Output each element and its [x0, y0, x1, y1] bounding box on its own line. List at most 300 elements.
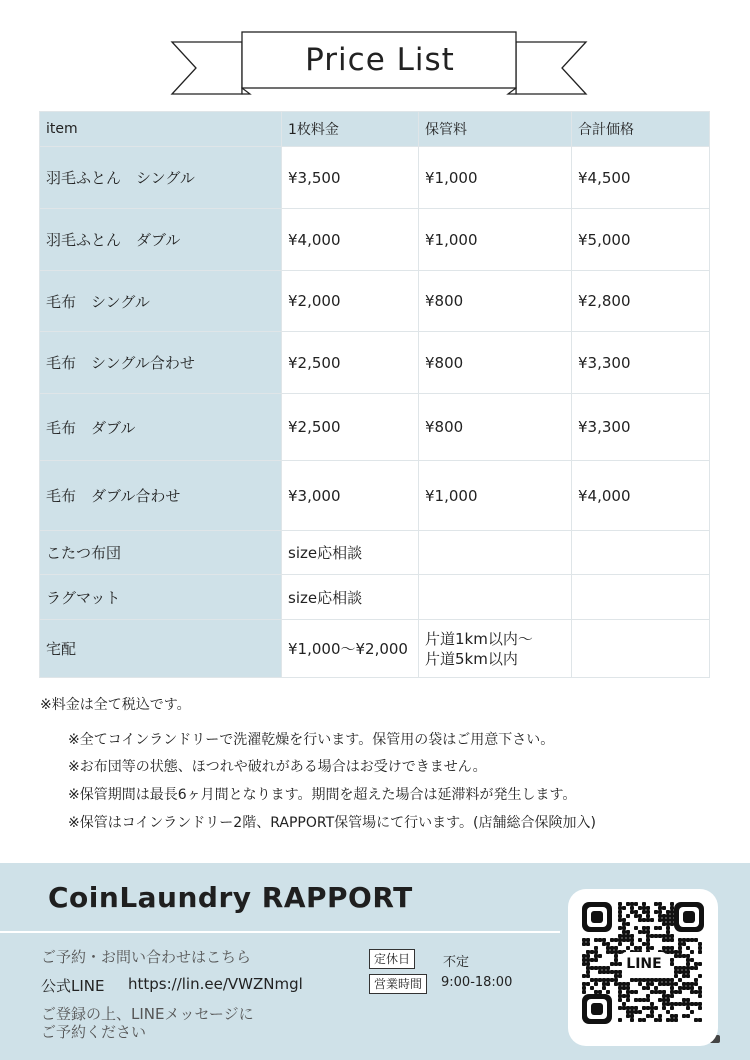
- qr-module: [594, 954, 598, 958]
- qr-module: [598, 990, 602, 994]
- qr-module: [682, 986, 686, 990]
- qr-module: [626, 946, 630, 950]
- qr-module: [682, 938, 686, 942]
- qr-module: [690, 986, 694, 990]
- qr-module: [582, 938, 586, 942]
- qr-module: [686, 958, 690, 962]
- qr-module: [670, 982, 674, 986]
- qr-module: [606, 982, 610, 986]
- note-item: ※保管期間は最長6ヶ月間となります。期間を超えた場合は延滞料が発生します。: [68, 787, 577, 803]
- qr-module: [658, 926, 662, 930]
- qr-module: [622, 922, 626, 926]
- qr-module: [598, 966, 602, 970]
- qr-module: [638, 930, 642, 934]
- qr-module: [686, 1002, 690, 1006]
- qr-module: [630, 910, 634, 914]
- qr-module: [610, 962, 614, 966]
- qr-module: [586, 942, 590, 946]
- qr-module: [662, 914, 666, 918]
- qr-module: [662, 906, 666, 910]
- storage-fee-cell: [419, 575, 572, 620]
- qr-module: [582, 958, 586, 962]
- total-price-cell: [572, 620, 710, 678]
- qr-module: [690, 1010, 694, 1014]
- qr-module: [678, 954, 682, 958]
- qr-module: [626, 986, 630, 990]
- note-item: ※お布団等の状態、ほつれや破れがある場合はお受けできません。: [68, 759, 487, 775]
- qr-module: [598, 978, 602, 982]
- qr-module: [586, 974, 590, 978]
- qr-module: [622, 938, 626, 942]
- qr-module: [686, 966, 690, 970]
- qr-module: [666, 918, 670, 922]
- qr-module: [618, 994, 622, 998]
- qr-module: [634, 914, 638, 918]
- qr-module: [658, 906, 662, 910]
- qr-module: [678, 990, 682, 994]
- qr-module: [630, 978, 634, 982]
- item-cell: 羽毛ふとん ダブル: [40, 209, 282, 271]
- qr-module: [666, 950, 670, 954]
- qr-module: [598, 970, 602, 974]
- qr-module: [642, 1006, 646, 1010]
- qr-module: [662, 990, 666, 994]
- qr-module: [686, 1014, 690, 1018]
- qr-module: [678, 942, 682, 946]
- qr-module: [618, 982, 622, 986]
- qr-module: [698, 950, 702, 954]
- qr-module: [666, 1010, 670, 1014]
- qr-module: [666, 946, 670, 950]
- qr-module: [610, 950, 614, 954]
- qr-module: [622, 934, 626, 938]
- storage-fee-cell: ¥1,000: [419, 209, 572, 271]
- qr-module: [586, 954, 590, 958]
- qr-module: [666, 1002, 670, 1006]
- qr-module: [622, 982, 626, 986]
- qr-module: [654, 934, 658, 938]
- qr-module: [626, 902, 630, 906]
- qr-module: [610, 970, 614, 974]
- qr-module: [694, 962, 698, 966]
- qr-module: [650, 982, 654, 986]
- qr-module: [630, 1010, 634, 1014]
- qr-module: [658, 978, 662, 982]
- item-cell: 毛布 ダブル: [40, 394, 282, 461]
- qr-module: [638, 978, 642, 982]
- qr-module: [670, 962, 674, 966]
- qr-module: [618, 986, 622, 990]
- qr-module: [590, 958, 594, 962]
- qr-module: [642, 942, 646, 946]
- qr-module: [598, 938, 602, 942]
- qr-module: [698, 946, 702, 950]
- qr-module: [638, 998, 642, 1002]
- qr-module: [662, 994, 666, 998]
- qr-module: [650, 946, 654, 950]
- unit-price-cell: ¥3,000: [282, 461, 419, 531]
- total-price-cell: [572, 531, 710, 575]
- qr-module: [594, 978, 598, 982]
- qr-module: [618, 926, 622, 930]
- qr-module: [666, 930, 670, 934]
- qr-module: [670, 1014, 674, 1018]
- qr-module: [618, 970, 622, 974]
- qr-module: [590, 978, 594, 982]
- qr-module: [634, 902, 638, 906]
- qr-module: [642, 1018, 646, 1022]
- qr-module: [670, 1018, 674, 1022]
- qr-module: [690, 966, 694, 970]
- table-row: [40, 271, 710, 332]
- qr-module: [634, 990, 638, 994]
- qr-module: [658, 902, 662, 906]
- qr-module: [694, 1002, 698, 1006]
- qr-module: [690, 1002, 694, 1006]
- qr-module: [658, 918, 662, 922]
- qr-module: [622, 1006, 626, 1010]
- qr-module: [642, 906, 646, 910]
- qr-module: [626, 914, 630, 918]
- qr-module: [618, 998, 622, 1002]
- qr-module: [650, 1010, 654, 1014]
- qr-module: [658, 914, 662, 918]
- qr-module: [686, 962, 690, 966]
- storage-fee-cell: ¥1,000: [419, 147, 572, 209]
- qr-module: [650, 1014, 654, 1018]
- qr-module: [618, 938, 622, 942]
- qr-module: [618, 906, 622, 910]
- qr-module: [658, 934, 662, 938]
- table-row: [40, 575, 710, 620]
- qr-module: [606, 990, 610, 994]
- qr-module: [614, 946, 618, 950]
- qr-module: [658, 1014, 662, 1018]
- qr-module: [666, 994, 670, 998]
- qr-module: [610, 978, 614, 982]
- qr-module: [602, 970, 606, 974]
- qr-module: [582, 982, 586, 986]
- qr-module: [646, 938, 650, 942]
- qr-module: [694, 982, 698, 986]
- qr-module: [678, 978, 682, 982]
- qr-module: [618, 962, 622, 966]
- qr-module: [626, 922, 630, 926]
- qr-module: [646, 930, 650, 934]
- qr-module: [626, 982, 630, 986]
- qr-module: [642, 926, 646, 930]
- qr-module: [670, 918, 674, 922]
- qr-module: [634, 998, 638, 1002]
- qr-module: [614, 982, 618, 986]
- qr-module: [682, 954, 686, 958]
- qr-module: [650, 1002, 654, 1006]
- qr-module: [670, 922, 674, 926]
- total-price-cell: [572, 575, 710, 620]
- price-table: [39, 111, 710, 678]
- qr-module: [646, 914, 650, 918]
- qr-module: [686, 998, 690, 1002]
- qr-module: [586, 982, 590, 986]
- unit-price-cell: ¥3,500: [282, 147, 419, 209]
- qr-module: [690, 958, 694, 962]
- storage-fee-cell: ¥800: [419, 271, 572, 332]
- qr-module: [650, 918, 654, 922]
- qr-module: [674, 974, 678, 978]
- qr-module: [618, 910, 622, 914]
- qr-module: [618, 942, 622, 946]
- qr-module: [594, 982, 598, 986]
- header-unit-price: 1枚料金: [282, 112, 419, 147]
- qr-module: [634, 946, 638, 950]
- storage-fee-cell: ¥800: [419, 332, 572, 394]
- unit-price-cell: ¥1,000〜¥2,000: [282, 620, 419, 678]
- qr-module: [618, 934, 622, 938]
- qr-module: [606, 978, 610, 982]
- hours-value: 9:00-18:00: [441, 975, 513, 990]
- total-price-cell: ¥4,000: [572, 461, 710, 531]
- qr-module: [586, 938, 590, 942]
- qr-module: [638, 918, 642, 922]
- qr-module: [618, 914, 622, 918]
- qr-module: [614, 950, 618, 954]
- qr-line-label: LINE: [626, 956, 662, 972]
- qr-module: [670, 958, 674, 962]
- qr-module: [594, 938, 598, 942]
- qr-module: [666, 938, 670, 942]
- total-price-cell: ¥3,300: [572, 332, 710, 394]
- qr-module: [678, 986, 682, 990]
- qr-module: [654, 978, 658, 982]
- qr-module: [646, 934, 650, 938]
- qr-module: [690, 982, 694, 986]
- qr-module: [674, 954, 678, 958]
- qr-module: [670, 986, 674, 990]
- qr-module: [698, 942, 702, 946]
- qr-module: [630, 902, 634, 906]
- line-url-link[interactable]: https://lin.ee/VWZNmgl: [128, 975, 303, 993]
- qr-module: [670, 1006, 674, 1010]
- message-line1: ご登録の上、LINEメッセージに: [41, 1005, 254, 1023]
- qr-module: [594, 958, 598, 962]
- qr-module: [590, 950, 594, 954]
- qr-module: [682, 1002, 686, 1006]
- qr-module: [686, 974, 690, 978]
- qr-module: [582, 974, 586, 978]
- message-line2: ご予約ください: [41, 1023, 147, 1041]
- qr-module: [614, 954, 618, 958]
- qr-module: [666, 910, 670, 914]
- holiday-label: 定休日: [369, 949, 415, 969]
- qr-module: [698, 986, 702, 990]
- qr-module: [590, 966, 594, 970]
- tax-note: ※料金は全て税込です。: [40, 697, 191, 713]
- qr-module: [642, 910, 646, 914]
- table-row: [40, 147, 710, 209]
- qr-module: [698, 974, 702, 978]
- brand-name: CoinLaundry RAPPORT: [48, 881, 413, 914]
- qr-module: [594, 950, 598, 954]
- qr-module: [586, 966, 590, 970]
- item-cell: 毛布 シングル合わせ: [40, 332, 282, 394]
- qr-module: [666, 978, 670, 982]
- qr-module: [686, 954, 690, 958]
- qr-module: [670, 950, 674, 954]
- qr-module: [634, 1006, 638, 1010]
- unit-price-cell: ¥4,000: [282, 209, 419, 271]
- qr-module: [646, 998, 650, 1002]
- qr-module: [666, 982, 670, 986]
- total-price-cell: ¥3,300: [572, 394, 710, 461]
- qr-module: [602, 966, 606, 970]
- qr-finder-top-left: [582, 902, 612, 932]
- qr-module: [598, 954, 602, 958]
- qr-module: [618, 1018, 622, 1022]
- qr-module: [642, 998, 646, 1002]
- qr-module: [698, 990, 702, 994]
- qr-module: [618, 918, 622, 922]
- qr-module: [646, 946, 650, 950]
- table-row: [40, 620, 710, 678]
- qr-module: [670, 1002, 674, 1006]
- storage-fee-cell: ¥1,000: [419, 461, 572, 531]
- qr-module: [678, 970, 682, 974]
- qr-module: [650, 934, 654, 938]
- qr-module: [694, 990, 698, 994]
- unit-price-cell: ¥2,500: [282, 332, 419, 394]
- qr-module: [662, 982, 666, 986]
- qr-module: [658, 910, 662, 914]
- qr-module: [694, 978, 698, 982]
- qr-module: [674, 990, 678, 994]
- qr-module: [662, 1006, 666, 1010]
- qr-module: [602, 982, 606, 986]
- qr-module: [586, 958, 590, 962]
- line-qr-code-icon[interactable]: [582, 902, 704, 1024]
- hours-label: 営業時間: [369, 974, 427, 994]
- holiday-value: 不定: [443, 955, 470, 970]
- qr-module: [670, 910, 674, 914]
- qr-module: [614, 970, 618, 974]
- qr-module: [654, 1006, 658, 1010]
- total-price-cell: ¥5,000: [572, 209, 710, 271]
- qr-module: [614, 974, 618, 978]
- qr-module: [622, 906, 626, 910]
- qr-module: [654, 1018, 658, 1022]
- qr-module: [602, 986, 606, 990]
- qr-module: [642, 930, 646, 934]
- qr-module: [654, 910, 658, 914]
- qr-module: [662, 922, 666, 926]
- qr-module: [658, 990, 662, 994]
- qr-module: [662, 934, 666, 938]
- qr-module: [638, 938, 642, 942]
- qr-module: [602, 942, 606, 946]
- storage-fee-cell: ¥800: [419, 394, 572, 461]
- qr-module: [682, 974, 686, 978]
- qr-module: [586, 970, 590, 974]
- table-header-row: [40, 112, 710, 147]
- qr-module: [630, 942, 634, 946]
- qr-module: [622, 986, 626, 990]
- total-price-cell: ¥4,500: [572, 147, 710, 209]
- qr-module: [654, 902, 658, 906]
- qr-module: [638, 982, 642, 986]
- qr-module: [638, 1010, 642, 1014]
- table-row: [40, 209, 710, 271]
- qr-module: [686, 970, 690, 974]
- qr-module: [618, 1006, 622, 1010]
- qr-module: [670, 938, 674, 942]
- qr-module: [582, 986, 586, 990]
- qr-module: [654, 990, 658, 994]
- item-cell: ラグマット: [40, 575, 282, 620]
- qr-module: [626, 994, 630, 998]
- qr-module: [582, 990, 586, 994]
- unit-price-cell: size応相談: [282, 531, 419, 575]
- unit-price-cell: ¥2,000: [282, 271, 419, 332]
- qr-module: [666, 914, 670, 918]
- qr-module: [670, 902, 674, 906]
- qr-module: [618, 990, 622, 994]
- header-total-price: 合計価格: [572, 112, 710, 147]
- qr-module: [666, 922, 670, 926]
- qr-module: [674, 1002, 678, 1006]
- qr-module: [626, 934, 630, 938]
- qr-module: [610, 946, 614, 950]
- qr-module: [650, 1006, 654, 1010]
- qr-module: [638, 914, 642, 918]
- item-cell: 宅配: [40, 620, 282, 678]
- qr-module: [626, 938, 630, 942]
- item-cell: 毛布 ダブル合わせ: [40, 461, 282, 531]
- qr-module: [638, 1018, 642, 1022]
- qr-module: [622, 1002, 626, 1006]
- qr-module: [678, 950, 682, 954]
- qr-module: [594, 990, 598, 994]
- page-title: Price List: [305, 42, 455, 78]
- qr-module: [650, 978, 654, 982]
- qr-module: [674, 970, 678, 974]
- qr-module: [622, 926, 626, 930]
- qr-module: [670, 914, 674, 918]
- table-row: [40, 531, 710, 575]
- qr-module: [586, 950, 590, 954]
- qr-module: [586, 962, 590, 966]
- qr-module: [622, 994, 626, 998]
- storage-fee-cell: 片道1km以内〜 片道5km以内: [419, 620, 572, 678]
- qr-module: [666, 934, 670, 938]
- qr-module: [618, 950, 622, 954]
- qr-module: [686, 1006, 690, 1010]
- qr-module: [662, 998, 666, 1002]
- qr-finder-top-right: [674, 902, 704, 932]
- qr-module: [626, 990, 630, 994]
- qr-module: [690, 990, 694, 994]
- qr-module: [658, 1018, 662, 1022]
- qr-module: [626, 1014, 630, 1018]
- qr-module: [626, 998, 630, 1002]
- qr-module: [622, 918, 626, 922]
- qr-module: [614, 978, 618, 982]
- qr-module: [646, 918, 650, 922]
- qr-module: [590, 986, 594, 990]
- qr-module: [666, 998, 670, 1002]
- qr-module: [606, 970, 610, 974]
- qr-module: [682, 970, 686, 974]
- qr-module: [646, 982, 650, 986]
- qr-module: [638, 906, 642, 910]
